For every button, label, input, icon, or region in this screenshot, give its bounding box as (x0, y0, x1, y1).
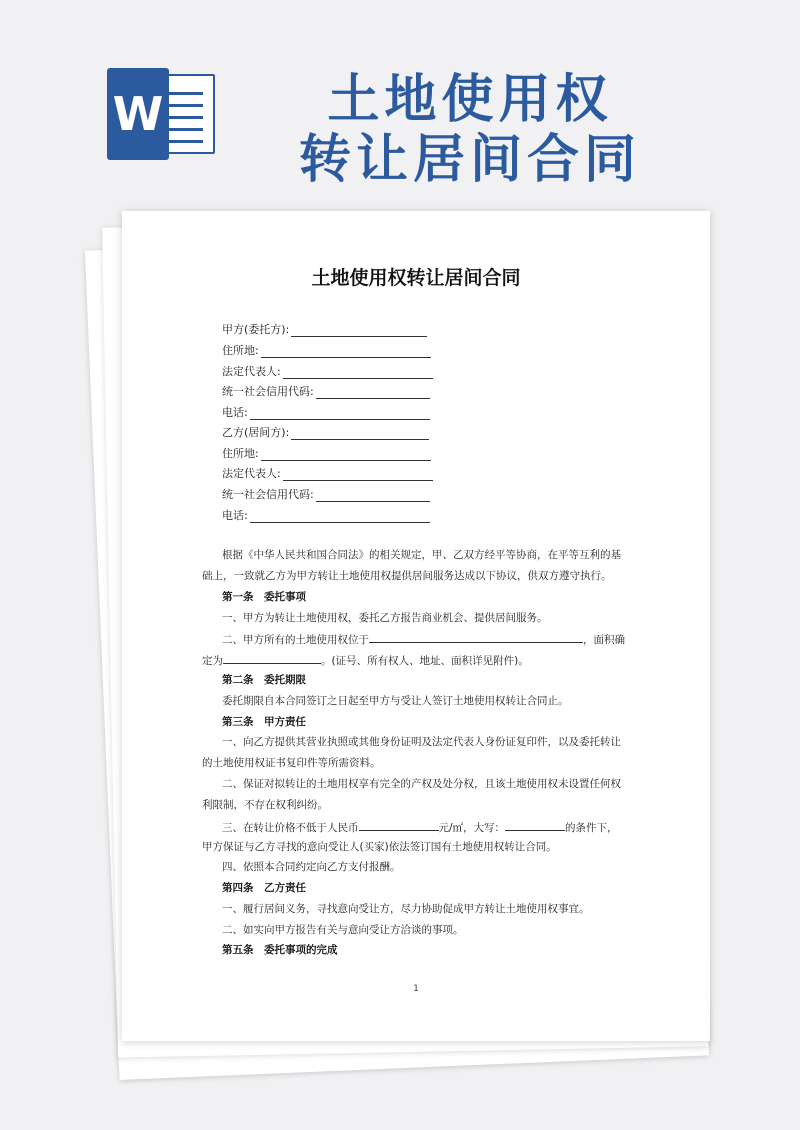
document-page (122, 211, 710, 1041)
party-field (222, 465, 433, 481)
party-field-label: 统一社会信用代码: (222, 488, 314, 501)
party-field-label: 电话: (222, 509, 248, 522)
blank-line (223, 653, 321, 664)
blank-line (291, 429, 429, 440)
article-paragraph: 委托期限自本合同签订之日起至甲方与受让人签订土地使用权转让合同止。 (222, 695, 569, 707)
party-field-label: 电话: (222, 406, 248, 419)
party-field (222, 363, 433, 379)
article-paragraph: 利限制，不存在权利纠纷。 (202, 799, 328, 811)
text-segment: 三、在转让价格不低于人民币 (222, 822, 359, 834)
document-title: 土地使用权转让居间合同 (311, 267, 521, 289)
party-field-label: 住所地: (222, 447, 259, 460)
blank-line (505, 820, 565, 831)
article-heading: 第二条 委托期限 (222, 674, 306, 686)
article-heading: 第三条 甲方责任 (222, 716, 306, 728)
intro-paragraph-line: 根据《中华人民共和国合同法》的相关规定，甲、乙双方经平等协商，在平等互利的基 (222, 549, 621, 561)
party-field-label: 法定代表人: (222, 365, 281, 378)
header-title-line2: 转让居间合同 (298, 130, 641, 190)
text-segment: 定为 (202, 655, 223, 667)
page-number: 1 (413, 984, 419, 994)
text-segment: 的条件下， (565, 822, 618, 834)
blank-line (261, 347, 431, 358)
party-field (222, 424, 429, 440)
article-paragraph: 甲方保证与乙方寻找的意向受让人(买家)依法签订国有土地使用权转让合同。 (202, 841, 557, 853)
word-icon-letter: W (107, 68, 169, 160)
article-paragraph: 一、向乙方提供其营业执照或其他身份证明及法定代表人身份证复印件，以及委托转让 (222, 736, 621, 748)
article-paragraph: 二、保证对拟转让的土地用权享有完全的产权及处分权，且该土地使用权未设置任何权 (222, 778, 621, 790)
article-paragraph: 一、甲方为转让土地使用权，委托乙方报告商业机会、提供居间服务。 (222, 612, 548, 624)
article-paragraph (222, 632, 652, 647)
article-heading: 第四条 乙方责任 (222, 882, 306, 894)
party-field-label: 甲方(委托方): (222, 323, 290, 336)
blank-line (250, 409, 430, 420)
blank-line (283, 470, 433, 481)
blank-line (369, 632, 583, 643)
party-field (222, 507, 430, 523)
header-title-line1: 土地使用权 (327, 70, 613, 130)
article-paragraph (202, 653, 632, 668)
article-paragraph: 的土地使用权证书复印件等所需资料。 (202, 757, 381, 769)
text-segment: 。(证号、所有权人、地址、面积详见附件)。 (321, 655, 529, 667)
party-field (222, 404, 430, 420)
party-field-label: 乙方(居间方): (222, 426, 290, 439)
blank-line (291, 326, 427, 337)
word-document-icon (107, 68, 215, 160)
article-heading: 第一条 委托事项 (222, 591, 306, 603)
party-field (222, 321, 427, 337)
blank-line (316, 491, 430, 502)
header-title (260, 70, 680, 190)
text-segment: 元/㎡，大写： (438, 822, 506, 834)
intro-paragraph-line: 础上，一致就乙方为甲方转让土地使用权提供居间服务达成以下协议，供双方遵守执行。 (202, 570, 612, 582)
text-segment: 二、甲方所有的土地使用权位于 (222, 634, 369, 646)
article-paragraph: 二、如实向甲方报告有关与意向受让方洽谈的事项。 (222, 924, 464, 936)
blank-line (261, 450, 431, 461)
article-paragraph: 四、依照本合同约定向乙方支付报酬。 (222, 861, 401, 873)
party-field (222, 486, 430, 502)
article-paragraph: 一、履行居间义务，寻找意向受让方，尽力协助促成甲方转让土地使用权事宜。 (222, 903, 590, 915)
party-field (222, 383, 430, 399)
party-field (222, 445, 431, 461)
blank-line (359, 820, 439, 831)
party-field-label: 住所地: (222, 344, 259, 357)
blank-line (283, 368, 433, 379)
article-paragraph (222, 820, 652, 835)
blank-line (316, 388, 430, 399)
party-field (222, 342, 431, 358)
party-field-label: 法定代表人: (222, 467, 281, 480)
blank-line (250, 512, 430, 523)
article-heading: 第五条 委托事项的完成 (222, 944, 338, 956)
party-field-label: 统一社会信用代码: (222, 385, 314, 398)
text-segment: ，面积确 (583, 634, 625, 646)
